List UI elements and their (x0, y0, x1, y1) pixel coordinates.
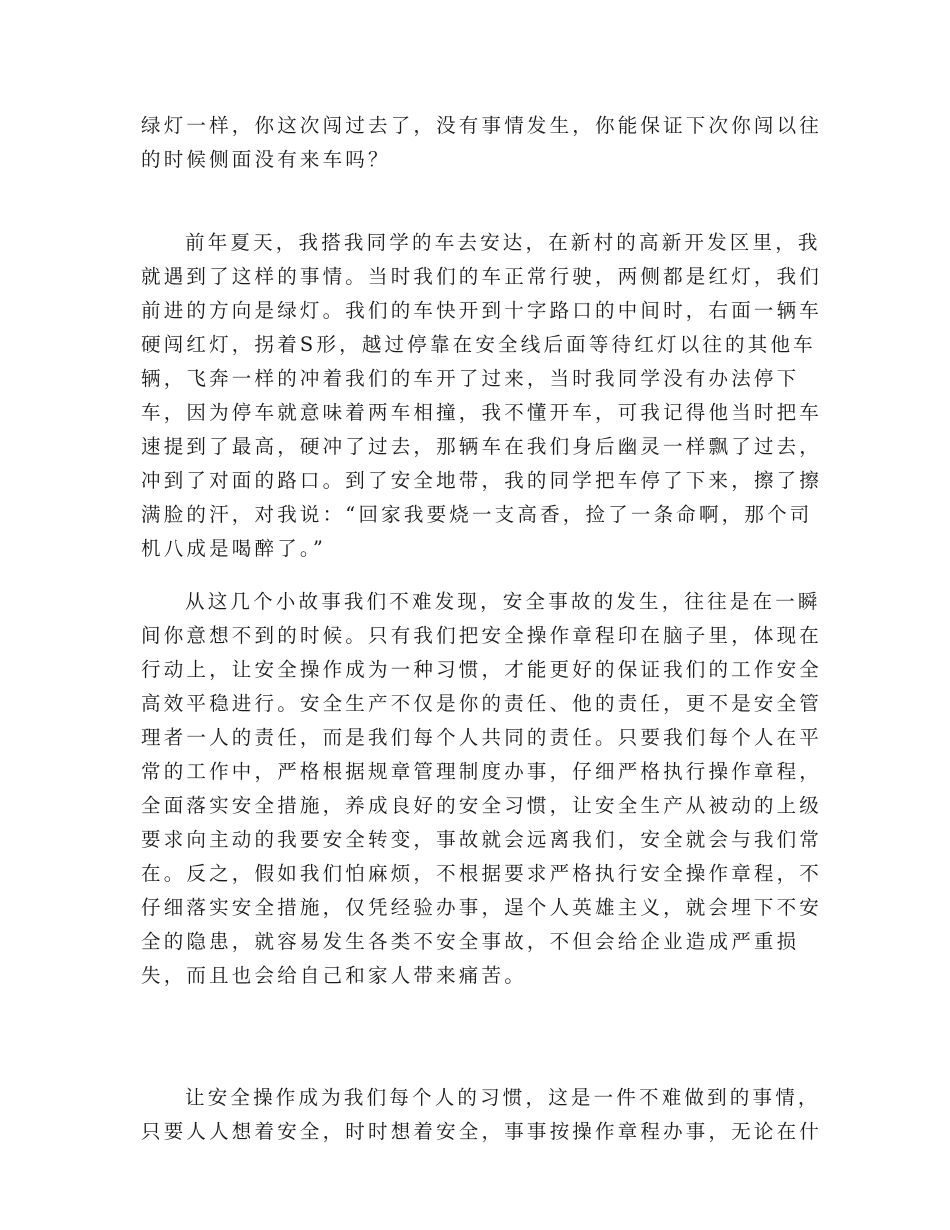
text-line: 辆，飞奔一样的冲着我们的车开了过来，当时我同学没有办法停下 (141, 367, 800, 390)
paragraph-continued (141, 109, 823, 177)
text-line: 前进的方向是绿灯。我们的车快开到十字路口的中间时，右面一辆车 (141, 299, 823, 322)
text-line: 要求向主动的我要安全转变，事故就会远离我们，安全就会与我们常 (141, 828, 823, 851)
text-line: 让安全操作成为我们每个人的习惯，这是一件不难做到的事情， (185, 1086, 821, 1109)
text-line: 的时候侧面没有来车吗？ (141, 148, 391, 171)
text-line: 全面落实安全措施，养成良好的安全习惯，让安全生产从被动的上级 (141, 794, 823, 817)
text-line: 在。反之，假如我们怕麻烦，不根据要求严格执行安全操作章程，不 (141, 862, 823, 885)
text-line: 只要人人想着安全，时时想着安全，事事按操作章程办事，无论在什 (141, 1120, 823, 1143)
text-line: 机八成是喝醉了。” (141, 537, 327, 560)
text-line: 前年夏天，我搭我同学的车去安达，在新村的高新开发区里，我 (185, 231, 821, 254)
text-line: 行动上，让安全操作成为一种习惯，才能更好的保证我们的工作安全 (141, 658, 823, 681)
paragraph-safety-lesson (141, 585, 823, 993)
text-line: 绿灯一样，你这次闯过去了，没有事情发生，你能保证下次你闯以往 (141, 114, 823, 137)
text-line: 就遇到了这样的事情。当时我们的车正常行驶，两侧都是红灯，我们 (141, 265, 823, 288)
text-line: 满脸的汗，对我说：“回家我要烧一支高香，捡了一条命啊，那个司 (141, 503, 813, 526)
text-line: 速提到了最高，硬冲了过去，那辆车在我们身后幽灵一样飘了过去， (141, 435, 823, 458)
text-line: 冲到了对面的路口。到了安全地带，我的同学把车停了下来，擦了擦 (141, 469, 823, 492)
text-line: 从这几个小故事我们不难发现，安全事故的发生，往往是在一瞬 (185, 590, 821, 613)
text-line: 全的隐患，就容易发生各类不安全事故，不但会给企业造成严重损 (141, 930, 800, 953)
text-line: 车，因为停车就意味着两车相撞，我不懂开车，可我记得他当时把车 (141, 401, 823, 424)
text-line: 理者一人的责任，而是我们每个人共同的责任。只要我们每个人在平 (141, 726, 823, 749)
paragraph-habit (141, 1081, 823, 1149)
text-line: 硬闯红灯，拐着S形，越过停靠在安全线后面等待红灯以往的其他车 (141, 333, 816, 356)
text-line: 仔细落实安全措施，仅凭经验办事，逞个人英雄主义，就会埋下不安 (141, 896, 823, 919)
text-line: 常的工作中，严格根据规章管理制度办事，仔细严格执行操作章程， (141, 760, 823, 783)
text-line: 间你意想不到的时候。只有我们把安全操作章程印在脑子里，体现在 (141, 624, 823, 647)
text-line: 高效平稳进行。安全生产不仅是你的责任、他的责任，更不是安全管 (141, 692, 823, 715)
text-line: 失，而且也会给自己和家人带来痛苦。 (141, 964, 527, 987)
paragraph-story (141, 226, 823, 566)
